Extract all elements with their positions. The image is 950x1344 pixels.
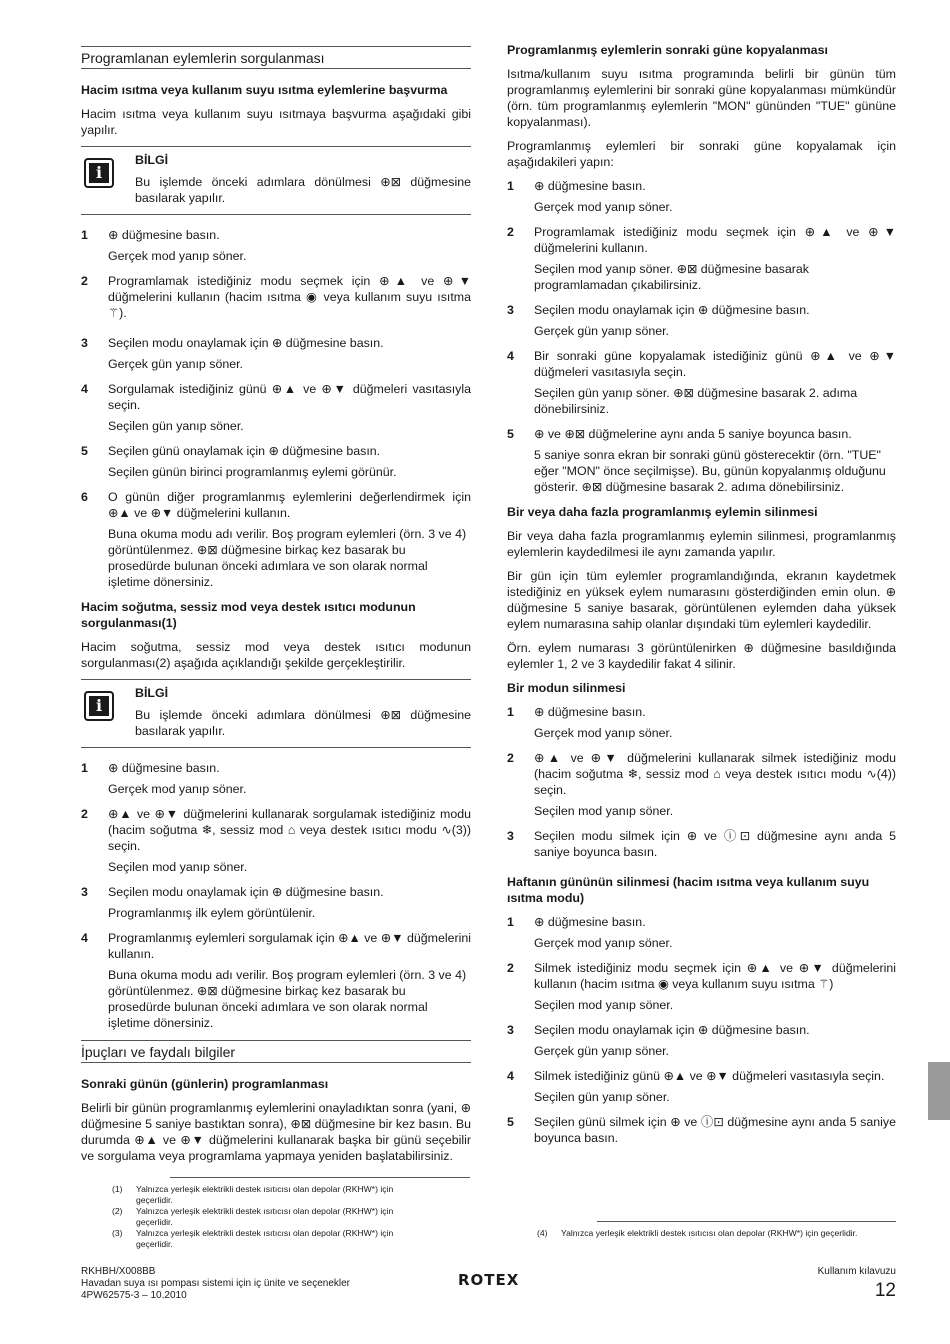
step-result: Seçilen mod yanıp söner. [534,998,674,1012]
step-item [81,489,471,590]
step-number: 4 [507,1069,514,1083]
note-heading: BİLGİ [135,686,169,700]
step-item [507,704,896,741]
step-result: Seçilen gün yanıp söner. [534,1090,670,1104]
section-title: İpuçları ve faydalı bilgiler [81,1040,471,1063]
subheading: Hacim ısıtma veya kullanım suyu ısıtma eylemlerine başvurma [81,83,448,97]
step-result: Buna okuma modu adı verilir. Boş program eylemleri (örn. 3 ve 4) görüntülenmez. ⊕⊠ düğmesine birkaç kez basarak bu prosedürde bulunan önceki adımlara ve son olarak normal işletime dönersiniz. [108,527,467,589]
step-list [81,760,471,1031]
footnotes-right [535,1221,896,1240]
brand-logo: ROTEX [458,1271,520,1289]
step-list [507,178,896,495]
step-text: Seçilen modu silmek için ⊕ ve ⓘ⊡ düğmesine aynı anda 5 saniye boyunca basın. [534,829,896,859]
paragraph: Programlanmış eylemleri bir sonraki güne kopyalamak için aşağıdakileri yapın: [507,139,896,169]
info-note [81,146,471,215]
left-column [81,42,471,1172]
step-item [507,1114,896,1151]
footnote-mark: (1) [112,1184,123,1194]
step-number: 4 [81,382,88,396]
step-item [507,178,896,215]
step-text: Seçilen günü onaylamak için ⊕ düğmesine basın. [108,444,381,458]
step-text: ⊕ düğmesine basın. [534,705,646,719]
subheading: Haftanın gününün silinmesi (hacim ısıtma veya kullanım suyu ısıtma modu) [507,875,870,905]
step-item [507,348,896,417]
step-number: 6 [81,490,88,504]
step-text: ⊕▲ ve ⊕▼ düğmelerini kullanarak sorgulamak istediğiniz modu (hacim soğutma ❄, sessiz mod ⌂ veya destek ısıtıcı modu ∿(3)) seçin. [108,807,471,853]
step-number: 4 [81,931,88,945]
step-result: Gerçek gün yanıp söner. [108,357,244,371]
step-result: Gerçek mod yanıp söner. [534,936,673,950]
step-text: Sorgulamak istediğiniz günü ⊕▲ ve ⊕▼ düğmeleri vasıtasıyla seçin. [108,382,471,412]
step-item [507,914,896,951]
step-item [81,760,471,797]
step-item [81,273,471,326]
step-number: 3 [507,1023,514,1037]
step-text: ⊕ ve ⊕⊠ düğmelerine aynı anda 5 saniye boyunca basın. [534,427,852,441]
step-number: 3 [507,303,514,317]
step-text: ⊕▲ ve ⊕▼ düğmelerini kullanarak silmek istediğiniz modu (hacim soğutma ❄, sessiz mod ⌂ veya destek ısıtıcı modu ∿(4)) seçin. [534,751,896,797]
note-heading: BİLGİ [135,153,169,167]
step-item [507,1022,896,1059]
step-number: 1 [81,228,88,242]
step-item [507,828,896,865]
step-number: 1 [507,915,514,929]
step-text: Seçilen günü silmek için ⊕ ve ⓘ⊡ düğmesine aynı anda 5 saniye boyunca basın. [534,1115,896,1145]
step-text: Seçilen modu onaylamak için ⊕ düğmesine basın. [534,303,810,317]
step-text: Programlanmış eylemleri sorgulamak için ⊕▲ ve ⊕▼ düğmelerini kullanın. [108,931,471,961]
step-text: Bir sonraki güne kopyalamak istediğiniz günü ⊕▲ ve ⊕▼ düğmeleri vasıtasıyla seçin. [534,349,896,379]
step-text: Silmek istediğiniz günü ⊕▲ ve ⊕▼ düğmeleri vasıtasıyla seçin. [534,1069,885,1083]
footnote-text: Yalnızca yerleşik elektrikli destek ısıtıcısı olan depolar (RKHW*) için geçerlidir. [136,1228,394,1249]
paragraph: Belirli bir günün programlanmış eylemlerini onayladıktan sonra (yani, ⊕ düğmesine 5 saniye bastıktan sonra), ⊕⊠ düğmesine bir kez basın. Bu durumda ⊕▲ ve ⊕▼ düğmelerini kullanarak başka bir günü seçebilir ve sorgulama veya programlama yapmaya yeniden başlatabilirsiniz. [81,1101,471,1163]
page-edge-tab [928,1062,950,1120]
step-result: Gerçek mod yanıp söner. [108,782,247,796]
step-item [507,1068,896,1105]
step-text: Seçilen modu onaylamak için ⊕ düğmesine basın. [108,336,384,350]
step-number: 3 [507,829,514,843]
manual-title: Kullanım kılavuzu [817,1266,896,1277]
step-number: 5 [507,427,514,441]
paragraph: Isıtma/kullanım suyu ısıtma programında belirli bir günün tüm programlanmış eylemlerini bir sonraki güne kopyalanması mümkündür (örn. tüm programlanmış eylemlerin "MON" gününden "TUE" gününe kopyalanması). [507,67,896,129]
info-icon: i [84,158,114,188]
footnote [110,1228,425,1249]
footnote [110,1206,425,1227]
step-number: 2 [507,225,514,239]
step-text: O günün diğer programlanmış eylemlerini değerlendirmek için ⊕▲ ve ⊕▼ düğmelerini kullanın. [108,490,471,520]
step-result: Seçilen mod yanıp söner. ⊕⊠ düğmesine basarak programlamadan çıkabilirsiniz. [534,262,809,292]
step-item [81,443,471,480]
paragraph: Bir veya daha fazla programlanmış eylemin silinmesi, programlanmış eylemlerin kaydedilmesi ile aynı zamanda yapılır. [507,529,896,559]
step-number: 1 [507,705,514,719]
step-item [507,750,896,819]
footnotes-left [110,1177,425,1250]
subheading: Hacim soğutma, sessiz mod veya destek ısıtıcı modunun sorgulanması(1) [81,600,416,630]
step-item [81,381,471,434]
info-icon: i [84,691,114,721]
footnote-text: Yalnızca yerleşik elektrikli destek ısıtıcısı olan depolar (RKHW*) için geçerlidir. [136,1184,394,1205]
right-column [507,42,896,1160]
step-number: 3 [81,885,88,899]
step-number: 5 [507,1115,514,1129]
step-result: Seçilen mod yanıp söner. [108,860,248,874]
footnote-list [535,1228,896,1239]
step-result: Seçilen gün yanıp söner. ⊕⊠ düğmesine basarak 2. adıma dönebilirsiniz. [534,386,858,416]
subheading: Bir veya daha fazla programlanmış eylemin silinmesi [507,505,818,519]
step-result: 5 saniye sonra ekran bir sonraki günü gösterecektir (örn. "TUE" eğer "MON" önce seçilmişse). Bu, günün kopyalanmış olduğunu gösterir. ⊕⊠ düğmesine basarak 2. adıma dönebilirsiniz. [534,448,886,494]
step-item [507,224,896,293]
step-item [81,930,471,1031]
step-number: 3 [81,336,88,350]
step-text: Programlamak istediğiniz modu seçmek için ⊕▲ ve ⊕▼ düğmelerini kullanın. [534,225,896,255]
subheading: Bir modun silinmesi [507,681,626,695]
step-number: 2 [81,274,88,288]
step-list [507,704,896,865]
section-title: Programlanan eylemlerin sorgulanması [81,46,471,69]
step-number: 4 [507,349,514,363]
step-text: Silmek istediğiniz modu seçmek için ⊕▲ ve ⊕▼ düğmelerini kullanın (hacim ısıtma ◉ veya kullanım suyu ısıtma ⚚) [534,961,896,991]
product-description: Havadan suya ısı pompası sistemi için iç ünite ve seçenekler [81,1278,351,1289]
footnote-mark: (2) [112,1206,123,1216]
step-number: 1 [81,761,88,775]
step-number: 2 [507,961,514,975]
step-item [507,960,896,1013]
model-code: RKHBH/X008BB [81,1266,156,1277]
step-result: Gerçek mod yanıp söner. [108,249,247,263]
step-text: ⊕ düğmesine basın. [108,761,220,775]
footnote-text: Yalnızca yerleşik elektrikli destek ısıtıcısı olan depolar (RKHW*) için geçerlidir. [136,1206,394,1227]
info-note [81,679,471,748]
step-item [507,302,896,339]
footnote [110,1184,425,1205]
paragraph: Örn. eylem numarası 3 görüntülenirken ⊕ düğmesine basıldığında eylemler 1, 2 ve 3 kaydedilir fakat 4 silinir. [507,641,896,671]
step-list [81,227,471,590]
note-body: Bu işlemde önceki adımlara dönülmesi ⊕⊠ düğmesine basılarak yapılır. [135,708,471,738]
step-result: Gerçek gün yanıp söner. [534,1044,670,1058]
step-result: Gerçek gün yanıp söner. [534,324,670,338]
paragraph: Hacim soğutma, sessiz mod veya destek ısıtıcı modunun sorgulanması(2) aşağıda açıklandığı şekilde gerçekleştirilir. [81,640,471,670]
step-item [81,335,471,372]
step-item [81,227,471,264]
step-text: ⊕ düğmesine basın. [108,228,220,242]
step-text: Seçilen modu onaylamak için ⊕ düğmesine basın. [534,1023,810,1037]
step-result: Gerçek mod yanıp söner. [534,726,673,740]
step-text: ⊕ düğmesine basın. [534,179,646,193]
step-result: Seçilen gün yanıp söner. [108,419,244,433]
step-number: 5 [81,444,88,458]
footnote-mark: (4) [537,1228,548,1238]
step-text: Programlamak istediğiniz modu seçmek için ⊕▲ ve ⊕▼ düğmelerini kullanın (hacim ısıtma ◉ veya kullanım suyu ısıtma ⚚). [108,274,471,320]
step-result: Seçilen mod yanıp söner. [534,804,674,818]
step-number: 2 [81,807,88,821]
step-list [507,914,896,1151]
step-text: ⊕ düğmesine basın. [534,915,646,929]
footnote [535,1228,896,1239]
step-result: Seçilen günün birinci programlanmış eylemi görünür. [108,465,397,479]
step-result: Programlanmış ilk eylem görüntülenir. [108,906,316,920]
subheading: Sonraki günün (günlerin) programlanması [81,1077,329,1091]
footnote-list [110,1184,425,1249]
document-code: 4PW62575-3 – 10.2010 [81,1290,187,1301]
note-body: Bu işlemde önceki adımlara dönülmesi ⊕⊠ düğmesine basılarak yapılır. [135,175,471,205]
paragraph: Hacim ısıtma veya kullanım suyu ısıtmaya başvurma aşağıdaki gibi yapılır. [81,107,471,137]
step-item [507,426,896,495]
step-number: 1 [507,179,514,193]
step-result: Buna okuma modu adı verilir. Boş program eylemleri (örn. 3 ve 4) görüntülenmez. ⊕⊠ düğmesine birkaç kez basarak bu prosedürde bulunan önceki adımlara ve son olarak normal işletime dönersiniz. [108,968,467,1030]
footnote-text: Yalnızca yerleşik elektrikli destek ısıtıcısı olan depolar (RKHW*) için geçerlidir. [561,1228,858,1238]
page-number: 12 [874,1280,896,1301]
step-item [81,884,471,921]
paragraph: Bir gün için tüm eylemler programlandığında, ekranın kaydetmek istediğiniz en yüksek eylem numarasını gösterdiğinden emin olun. ⊕ düğmesine 5 saniye basarak, görüntülenen eylemden daha yüksek eylem numarasına sahip olanlar dışındaki tüm eylemleri kaydedilir. [507,569,896,631]
footnote-mark: (3) [112,1228,123,1238]
step-text: Seçilen modu onaylamak için ⊕ düğmesine basın. [108,885,384,899]
manual-info [818,1266,896,1302]
step-result: Gerçek mod yanıp söner. [534,200,673,214]
step-number: 2 [507,751,514,765]
step-item [81,806,471,875]
subheading: Programlanmış eylemlerin sonraki güne kopyalanması [507,43,828,57]
